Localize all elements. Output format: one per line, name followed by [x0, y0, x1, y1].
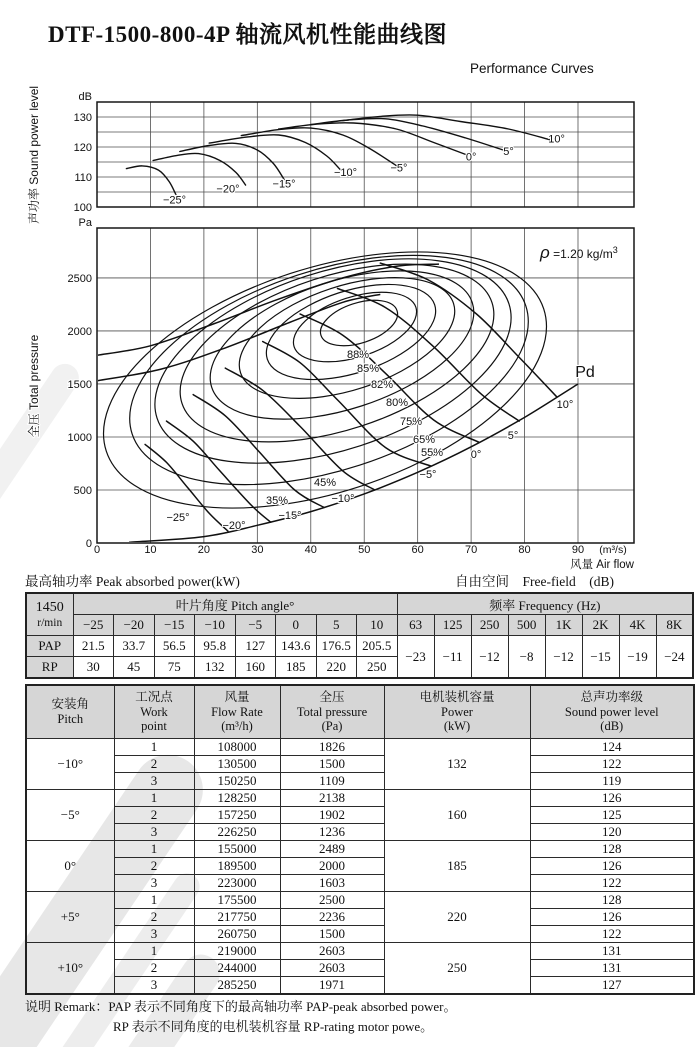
cell: 176.5: [316, 636, 357, 657]
efficiency-contour-75%: [192, 242, 492, 448]
power-cell: 220: [384, 892, 530, 943]
efficiency-contour-82%: [255, 266, 448, 398]
cell: 2: [114, 756, 194, 773]
cell: 175500: [194, 892, 280, 909]
efficiency-label: 45%: [313, 477, 337, 489]
table-row: [26, 875, 694, 892]
cell: 3: [114, 926, 194, 943]
table-row: [26, 977, 694, 995]
cell: 2500: [280, 892, 384, 909]
cell: 2138: [280, 790, 384, 807]
cell: 226250: [194, 824, 280, 841]
cell: 122: [530, 756, 694, 773]
contours: [72, 202, 579, 557]
efficiency-label: 80%: [385, 397, 409, 409]
cell: −23: [397, 636, 434, 679]
cell: 1500: [280, 926, 384, 943]
table-row: [26, 909, 694, 926]
cell: −24: [656, 636, 693, 679]
cell: 63: [397, 615, 434, 636]
cell: 127: [530, 977, 694, 995]
cell: 127: [235, 636, 276, 657]
pitch-curve-−15°: [193, 395, 324, 508]
cell: 10: [357, 615, 398, 636]
cell: 157250: [194, 807, 280, 824]
envelope-arc-1: [97, 294, 380, 380]
cell: 260750: [194, 926, 280, 943]
cell: 2: [114, 960, 194, 977]
power-cell: 132: [384, 739, 530, 790]
cell: 126: [530, 858, 694, 875]
cell: 1971: [280, 977, 384, 995]
cell: 125: [434, 615, 471, 636]
cell: 160: [235, 657, 276, 679]
y-tick-label: 0: [85, 538, 92, 550]
noise-curve-−15°: [180, 143, 284, 179]
y-tick-label: 2500: [67, 272, 92, 285]
y-tick-label: 120: [73, 142, 92, 154]
table-row: [26, 943, 694, 960]
cell: 285250: [194, 977, 280, 995]
pitch-cell: −5°: [26, 790, 114, 841]
cell: 1: [114, 943, 194, 960]
pd-label: Pd: [575, 364, 595, 381]
cell: 1603: [280, 875, 384, 892]
remark: [25, 997, 457, 1037]
noise-curve-label: 0°: [465, 151, 477, 164]
cell: 1500: [280, 756, 384, 773]
power-cell: 160: [384, 790, 530, 841]
cell: 185: [276, 657, 317, 679]
noise-curve-label: −15°: [272, 178, 296, 191]
cell: 2000: [280, 858, 384, 875]
cell: 2489: [280, 841, 384, 858]
pitch-curve-label: 5°: [507, 430, 519, 442]
cell: 4K: [619, 615, 656, 636]
column-header: 安装角 Pitch: [26, 685, 114, 739]
noise-curve-−20°: [153, 153, 246, 185]
x-tick-label: 30: [251, 544, 264, 556]
pitch-curve-label: −15°: [278, 510, 302, 522]
noise-curve-label: −25°: [162, 194, 187, 207]
performance-curves-chart: [0, 85, 700, 570]
column-header: 全压 Total pressure (Pa): [280, 685, 384, 739]
cell: −8: [508, 636, 545, 679]
cell: 1826: [280, 739, 384, 756]
y-tick-label: 100: [73, 202, 92, 214]
cell: 119: [530, 773, 694, 790]
cell: 8K: [656, 615, 693, 636]
cell: 130500: [194, 756, 280, 773]
x-unit-label: (m³/s): [599, 544, 627, 556]
noise-curve-label: −5°: [390, 162, 408, 175]
y-tick-label: 2000: [67, 325, 92, 338]
table-row: [26, 841, 694, 858]
power-cell: 185: [384, 841, 530, 892]
cell: 131: [530, 960, 694, 977]
cell: 1: [114, 892, 194, 909]
cell: 1: [114, 790, 194, 807]
cell: −10: [195, 615, 236, 636]
cell: 1236: [280, 824, 384, 841]
noise-y-axis-title: 声功率 Sound power level: [27, 85, 41, 225]
pressure-y-axis-title: 全压 Total pressure: [27, 334, 41, 438]
efficiency-label: 35%: [265, 495, 289, 507]
table-row: [26, 756, 694, 773]
table-row: [26, 892, 694, 909]
y-tick-label: 500: [73, 484, 92, 497]
cell: PAP: [26, 636, 73, 657]
cell: 250: [357, 657, 398, 679]
cell: 2: [114, 909, 194, 926]
x-tick-label: 80: [518, 544, 531, 556]
cell: 3: [114, 773, 194, 790]
section-label-free-field: 自由空间 Free-field (dB): [455, 574, 614, 589]
cell: 21.5: [73, 636, 114, 657]
cell: 1109: [280, 773, 384, 790]
cell: 3: [114, 875, 194, 892]
power-cell: 250: [384, 943, 530, 995]
cell: 3: [114, 977, 194, 995]
cell: 250: [471, 615, 508, 636]
pitch-cell: −10°: [26, 739, 114, 790]
cell: 124: [530, 739, 694, 756]
noise-chart: [26, 86, 634, 224]
cell: 128: [530, 892, 694, 909]
cell: 1: [114, 739, 194, 756]
efficiency-contour-88%: [315, 292, 403, 355]
cell: 95.8: [195, 636, 236, 657]
column-header: 风量 Flow Rate (m³/h): [194, 685, 280, 739]
cell: 2603: [280, 960, 384, 977]
density-label: ρ =1.20 $kg/m^3$: [540, 243, 618, 262]
cell: 108000: [194, 739, 280, 756]
cell: −15: [154, 615, 195, 636]
cell: 220: [316, 657, 357, 679]
efficiency-label: 82%: [370, 379, 394, 391]
power-table: [25, 592, 694, 679]
cell: 2236: [280, 909, 384, 926]
cell: −12: [471, 636, 508, 679]
cell: 128: [530, 841, 694, 858]
cell: 56.5: [154, 636, 195, 657]
pd-curve: [129, 384, 578, 542]
cell: 128250: [194, 790, 280, 807]
y-tick-label: 110: [74, 172, 92, 184]
pitch-curve-label: −10°: [331, 493, 355, 505]
cell: −11: [434, 636, 471, 679]
x-axis-title: 风量 Air flow: [570, 559, 634, 570]
table-row: [26, 926, 694, 943]
remark-line-2: RP 表示不同角度的电机装机容量 RP-rating motor powe。: [113, 1019, 434, 1035]
cell: 1: [114, 841, 194, 858]
cell: 126: [530, 909, 694, 926]
cell: −25: [73, 615, 114, 636]
cell: 131: [530, 943, 694, 960]
cell: 120: [530, 824, 694, 841]
x-tick-label: 70: [464, 544, 478, 556]
x-tick-label: 50: [358, 544, 371, 556]
cell: 122: [530, 926, 694, 943]
table-row: [26, 824, 694, 841]
cell: 126: [530, 790, 694, 807]
noise-curve-label: −20°: [216, 183, 240, 196]
pitch-curve-label: −20°: [222, 520, 246, 532]
cell: −15: [582, 636, 619, 679]
column-header: 总声功率级 Sound power level (dB): [530, 685, 694, 739]
cell: 205.5: [357, 636, 398, 657]
y-tick-label: 1000: [67, 431, 92, 444]
cell: 5: [316, 615, 357, 636]
cell: 223000: [194, 875, 280, 892]
y-unit-label: dB: [78, 91, 92, 103]
frequency-header: 频率 Frequency (Hz): [397, 593, 693, 615]
x-tick-label: 40: [304, 544, 317, 556]
pitch-cell: 0°: [26, 841, 114, 892]
table-row: [26, 807, 694, 824]
remark-line-1: 说明 Remark：PAP 表示不同角度下的最高轴功率 PAP-peak absorbed power。: [25, 999, 457, 1014]
cell: 1K: [545, 615, 582, 636]
efficiency-label: 65%: [412, 434, 436, 446]
cell: 0: [276, 615, 317, 636]
cell: 45: [114, 657, 155, 679]
table-row: [26, 858, 694, 875]
cell: 132: [195, 657, 236, 679]
performance-table: [25, 684, 695, 995]
column-header: 电机装机容量 Power (kW): [384, 685, 530, 739]
column-header: 工况点 Work point: [114, 685, 194, 739]
noise-curve-−25°: [126, 166, 176, 195]
page-title: DTF-1500-800-4P 轴流风机性能曲线图: [48, 22, 448, 47]
cell: 217750: [194, 909, 280, 926]
pitch-curve-label: −25°: [166, 512, 190, 524]
table-row: [26, 739, 694, 756]
cell: 2K: [582, 615, 619, 636]
cell: 122: [530, 875, 694, 892]
cell: −19: [619, 636, 656, 679]
cell: 125: [530, 807, 694, 824]
cell: 500: [508, 615, 545, 636]
cell: RP: [26, 657, 73, 679]
cell: 189500: [194, 858, 280, 875]
noise-curve-label: 10°: [548, 133, 565, 146]
y-unit-label: Pa: [78, 217, 92, 229]
cell: 155000: [194, 841, 280, 858]
section-label-peak-power: 最高轴功率 Peak absorbed power(kW): [25, 574, 240, 589]
pressure-plot-border: [97, 228, 634, 543]
cell: −20: [114, 615, 155, 636]
efficiency-label: 55%: [420, 447, 444, 459]
x-tick-label: 10: [144, 544, 157, 556]
efficiency-label: 88%: [346, 349, 370, 361]
table-row: [26, 790, 694, 807]
pressure-grid: [97, 228, 634, 543]
pressure-chart: [26, 202, 635, 570]
fan-speed-cell: 1450 r/min: [26, 593, 73, 636]
pitch-curve-label: 10°: [556, 399, 574, 411]
y-tick-label: 130: [73, 112, 92, 124]
cell: 244000: [194, 960, 280, 977]
pitch-angle-header: 叶片角度 Pitch angle°: [73, 593, 397, 615]
efficiency-label: 85%: [356, 363, 380, 375]
cell: 143.6: [276, 636, 317, 657]
x-tick-label: 20: [197, 544, 211, 556]
cell: 2603: [280, 943, 384, 960]
pitch-curve-label: 0°: [470, 449, 482, 461]
x-tick-label: 0: [93, 544, 101, 556]
cell: 30: [73, 657, 114, 679]
cell: 219000: [194, 943, 280, 960]
x-tick-label: 60: [411, 544, 424, 556]
cell: −12: [545, 636, 582, 679]
noise-curve-label: 5°: [503, 146, 514, 159]
table-row: [26, 773, 694, 790]
cell: 150250: [194, 773, 280, 790]
cell: 2: [114, 858, 194, 875]
cell: 33.7: [114, 636, 155, 657]
pitch-cell: +10°: [26, 943, 114, 995]
x-tick-label: 90: [571, 544, 585, 556]
pitch-cell: +5°: [26, 892, 114, 943]
cell: −5: [235, 615, 276, 636]
pitch-curve-10°: [380, 263, 556, 397]
cell: 75: [154, 657, 195, 679]
subtitle-performance-curves: Performance Curves: [470, 61, 594, 76]
cell: 3: [114, 824, 194, 841]
cell: 1902: [280, 807, 384, 824]
cell: 2: [114, 807, 194, 824]
table-row: [26, 960, 694, 977]
y-tick-label: 1500: [67, 378, 92, 391]
noise-curve-label: −10°: [333, 167, 358, 180]
efficiency-label: 75%: [399, 416, 423, 428]
pitch-curve-label: −5°: [419, 469, 437, 481]
